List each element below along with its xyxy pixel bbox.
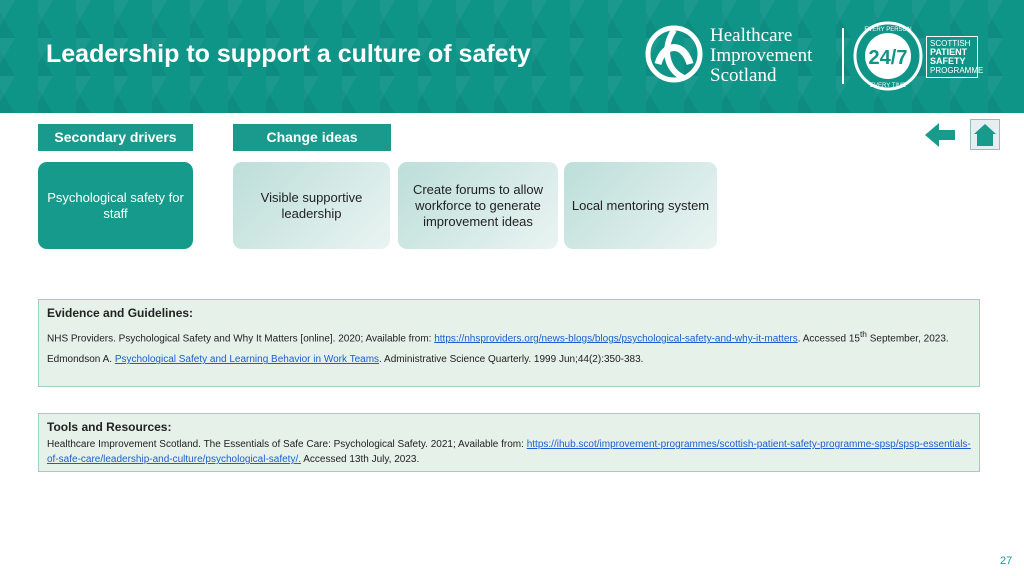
- idea-local-mentoring: [564, 162, 717, 249]
- spsp-logo: [852, 20, 984, 92]
- his-line-2: Improvement: [710, 45, 813, 66]
- tools-panel: [38, 413, 980, 472]
- idea-label: Local mentoring system: [571, 197, 710, 213]
- driver-label: Psychological safety for staff: [47, 189, 184, 221]
- ihub-link[interactable]: https://ihub.scot/improvement-programmes/scottish-patient-safety-programme-spsp/spsp-essentials-of-safe-care/leadership-and-culture/psychological-safety/.: [47, 439, 971, 465]
- page-number: 27: [1000, 555, 1013, 567]
- tools-ref-post: Accessed 13th July, 2023.: [301, 454, 420, 465]
- ref2-post: . Administrative Science Quarterly. 1999 Jun;44(2):350-383.: [379, 354, 644, 366]
- spsp-wordmark: [926, 36, 984, 78]
- page-title: Leadership to support a culture of safety: [46, 40, 531, 68]
- evidence-panel: [38, 299, 980, 387]
- idea-label: Create forums to allow workforce to generate improvement ideas: [412, 181, 544, 229]
- secondary-drivers-label: Secondary drivers: [38, 124, 193, 151]
- idea-label: Visible supportive leadership: [260, 189, 363, 221]
- badge-top-text: EVERY PERSON: [864, 27, 912, 33]
- spsp-line-3: SAFETY: [930, 56, 966, 66]
- spsp-line-2: PATIENT: [930, 47, 968, 57]
- header-banner: [0, 0, 1024, 113]
- evidence-ref-1: [47, 327, 971, 346]
- nhs-providers-link[interactable]: https://nhsproviders.org/news-blogs/blogs/psychological-safety-and-why-it-matters: [434, 333, 798, 345]
- change-ideas-label: Change ideas: [233, 124, 391, 151]
- ref1-pre: NHS Providers. Psychological Safety and Why It Matters [online]. 2020; Available from:: [47, 333, 435, 345]
- tools-ref: [47, 437, 971, 467]
- back-button[interactable]: [924, 120, 954, 150]
- his-line-3: Scotland: [710, 65, 777, 86]
- ref2-pre: Edmondson A.: [47, 354, 115, 366]
- his-line-1: Healthcare: [710, 25, 793, 46]
- home-button[interactable]: [970, 119, 1000, 150]
- evidence-heading: Evidence and Guidelines:: [47, 306, 194, 320]
- driver-psychological-safety: [38, 162, 193, 249]
- spsp-line-3-wrap: [930, 57, 974, 66]
- logo-divider: [842, 28, 844, 84]
- tools-heading: Tools and Resources:: [47, 420, 172, 434]
- badge-number: 24/7: [868, 47, 908, 69]
- ref1-end: September, 2023.: [866, 333, 949, 345]
- tools-ref-pre: Healthcare Improvement Scotland. The Essentials of Safe Care: Psychological Safety. 2021; Available from:: [47, 439, 527, 450]
- healthcare-improvement-scotland-logo: [644, 24, 834, 88]
- his-knot-icon: [644, 24, 704, 84]
- home-icon: [971, 120, 999, 149]
- evidence-ref-2: [47, 352, 971, 367]
- ref1-sup: th: [859, 329, 867, 339]
- ref1-post: . Accessed 15: [797, 333, 860, 345]
- spsp-line-1: SCOTTISH: [930, 39, 971, 48]
- idea-create-forums: [398, 162, 558, 249]
- every-person-badge-icon: [852, 20, 924, 92]
- idea-visible-leadership: [233, 162, 390, 249]
- back-arrow-icon: [924, 120, 956, 150]
- his-wordmark: [710, 26, 812, 86]
- spsp-line-4: PROGRAMME: [930, 66, 984, 75]
- badge-bottom-text: EVERY TIME: [869, 83, 907, 89]
- edmondson-link[interactable]: Psychological Safety and Learning Behavior in Work Teams: [114, 354, 380, 366]
